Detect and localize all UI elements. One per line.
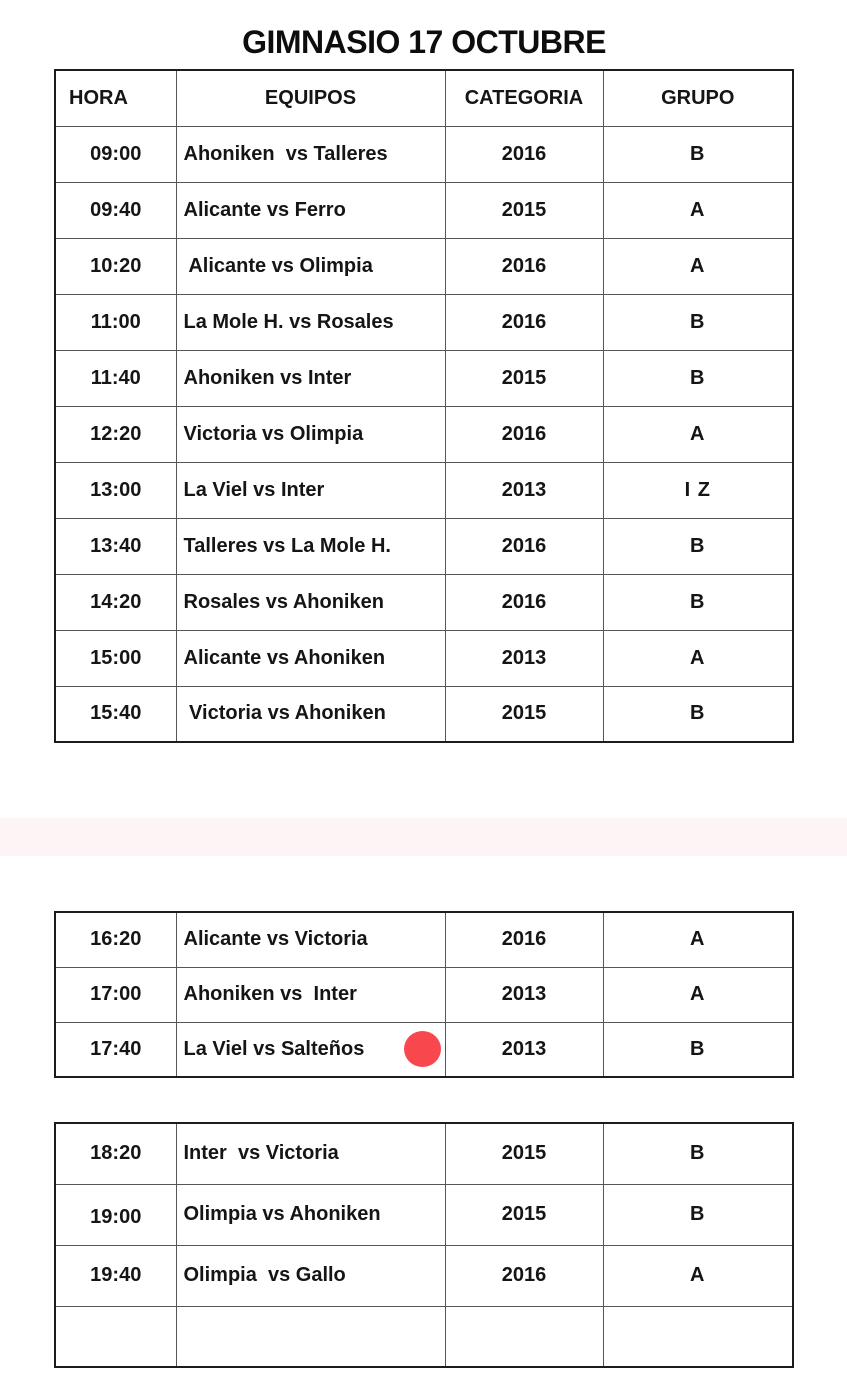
categoria-cell-text: 2015 [501,702,547,725]
hora-cell [55,1184,176,1245]
table-row [55,1123,793,1184]
table-row [55,462,793,518]
equipos-cell-text: Inter vs Victoria [183,1142,339,1165]
grupo-cell-text: A [690,254,706,277]
hora-cell [55,182,176,238]
grupo-cell [603,574,793,630]
column-header-grupo: GRUPO [603,70,793,126]
categoria-cell [445,686,603,742]
table-row [55,1306,793,1367]
categoria-cell-text: 2016 [501,310,547,333]
categoria-cell [445,1184,603,1245]
hora-cell-text: 10:20 [90,254,142,277]
categoria-cell [445,1123,603,1184]
column-header-categoria: CATEGORIA [445,70,603,126]
hora-cell-text: 15:40 [90,702,142,725]
grupo-cell [603,238,793,294]
hora-cell [55,1123,176,1184]
table-row [55,238,793,294]
equipos-cell [176,182,445,238]
grupo-cell-text: I Z [684,478,711,501]
hora-cell-text: 11:00 [90,310,141,333]
grupo-cell-text: B [690,702,706,725]
grupo-cell-text: A [690,1264,706,1286]
equipos-cell [176,1306,445,1367]
equipos-cell [176,462,445,518]
grupo-cell [603,1184,793,1245]
equipos-cell-text: Ahoniken vs Talleres [183,142,388,165]
hora-cell [55,350,176,406]
grupo-cell [603,182,793,238]
table-row [55,518,793,574]
categoria-cell-text: 2015 [501,1142,547,1165]
grupo-cell [603,462,793,518]
table-row [55,1245,793,1306]
equipos-cell [176,1123,445,1184]
hora-cell-text: 14:20 [90,590,142,613]
hora-cell-text: 17:00 [90,983,142,1005]
hora-cell [55,294,176,350]
categoria-cell [445,238,603,294]
categoria-cell-text: 2016 [501,590,547,613]
hora-cell-text: 18:20 [90,1142,142,1165]
categoria-cell [445,912,603,967]
categoria-cell-text: 2013 [501,983,547,1005]
table-row [55,350,793,406]
hora-cell [55,1022,176,1077]
table-row [55,294,793,350]
categoria-cell [445,518,603,574]
table-row [55,1022,793,1077]
grupo-cell-text: A [690,928,706,951]
grupo-cell [603,126,793,182]
hora-cell [55,406,176,462]
equipos-cell [176,574,445,630]
grupo-cell [603,1022,793,1077]
categoria-cell [445,1245,603,1306]
grupo-cell-text: A [690,646,706,669]
equipos-cell-text: Alicante vs Ferro [183,198,346,221]
hora-cell-text: 19:00 [90,1206,142,1228]
equipos-cell [176,1184,445,1245]
page-title: GIMNASIO 17 OCTUBRE [242,24,606,60]
table-row [55,630,793,686]
hora-cell-text: 09:40 [90,198,142,221]
grupo-cell [603,1306,793,1367]
grupo-cell-text: B [690,534,706,557]
separator-band [0,818,847,856]
grupo-cell [603,686,793,742]
grupo-cell [603,967,793,1022]
categoria-cell [445,126,603,182]
column-header-hora: HORA [55,70,176,126]
table-row [55,967,793,1022]
grupo-cell [603,1245,793,1306]
table-row [55,406,793,462]
equipos-cell-text: La Viel vs Salteños [183,1037,365,1060]
categoria-cell [445,350,603,406]
hora-cell-text: 11:40 [90,366,141,389]
equipos-cell-text: Ahoniken vs Inter [183,366,352,389]
categoria-cell [445,406,603,462]
equipos-cell-text: Alicante vs Ahoniken [183,646,386,669]
red-dot-icon [404,1031,441,1067]
categoria-cell [445,1022,603,1077]
equipos-cell [176,967,445,1022]
categoria-cell-text: 2016 [501,928,547,951]
equipos-cell [176,1245,445,1306]
hora-cell-text: 16:20 [90,928,142,951]
equipos-cell [176,294,445,350]
hora-cell-text: 12:20 [90,422,142,445]
grupo-cell-text: B [690,142,706,165]
hora-cell [55,912,176,967]
hora-cell [55,518,176,574]
categoria-cell-text: 2013 [501,646,547,669]
equipos-cell [176,912,445,967]
table-row [55,1184,793,1245]
table-row [55,574,793,630]
hora-cell-text: 15:00 [90,646,142,669]
grupo-cell-text: A [690,983,706,1005]
equipos-cell-text: Alicante vs Victoria [183,928,368,951]
column-header-equipos: EQUIPOS [176,70,445,126]
grupo-cell [603,294,793,350]
hora-cell [55,1306,176,1367]
categoria-cell [445,630,603,686]
hora-cell [55,126,176,182]
categoria-cell-text: 2016 [501,254,547,277]
hora-cell-text: 19:40 [90,1264,142,1286]
hora-cell [55,630,176,686]
equipos-cell-text: La Mole H. vs Rosales [183,310,394,333]
hora-cell-text: 13:40 [90,534,142,557]
equipos-cell [176,238,445,294]
header-row [55,70,793,126]
equipos-cell [176,1022,445,1077]
hora-cell [55,574,176,630]
categoria-cell-text: 2013 [501,1037,547,1060]
equipos-cell [176,406,445,462]
hora-cell [55,238,176,294]
equipos-cell-text: Olimpia vs Ahoniken [183,1203,381,1225]
grupo-cell [603,1123,793,1184]
grupo-cell [603,518,793,574]
categoria-cell [445,967,603,1022]
schedule-table-evening [54,1122,794,1368]
grupo-cell [603,406,793,462]
equipos-cell-text: La Viel vs Inter [183,478,325,501]
grupo-cell-text: B [690,590,706,613]
categoria-cell-text: 2016 [501,534,547,557]
equipos-cell-text: Rosales vs Ahoniken [183,590,384,613]
equipos-cell-text: Alicante vs Olimpia [183,254,373,277]
table-row [55,912,793,967]
categoria-cell-text: 2015 [501,1203,547,1225]
categoria-cell-text: 2016 [501,1264,547,1286]
hora-cell-text: 17:40 [90,1037,142,1060]
categoria-cell-text: 2016 [501,142,547,165]
equipos-cell [176,350,445,406]
grupo-cell-text: B [690,310,706,333]
equipos-cell [176,126,445,182]
hora-cell [55,1245,176,1306]
table-row [55,686,793,742]
hora-cell [55,462,176,518]
categoria-cell [445,294,603,350]
grupo-cell [603,630,793,686]
categoria-cell [445,462,603,518]
equipos-cell [176,630,445,686]
equipos-cell-text: Ahoniken vs Inter [183,983,357,1005]
equipos-cell [176,686,445,742]
categoria-cell [445,1306,603,1367]
equipos-cell-text: Victoria vs Olimpia [183,422,364,445]
grupo-cell [603,912,793,967]
categoria-cell-text: 2015 [501,366,547,389]
categoria-cell-text: 2015 [501,198,547,221]
categoria-cell [445,574,603,630]
schedule-table-morning [54,69,794,743]
equipos-cell [176,518,445,574]
grupo-cell-text: B [690,1203,706,1225]
grupo-cell-text: A [690,198,706,221]
grupo-cell-text: B [690,366,706,389]
grupo-cell-text: A [690,422,706,445]
equipos-cell-text: Talleres vs La Mole H. [183,534,391,557]
grupo-cell-text: B [690,1037,706,1060]
equipos-cell-text: Victoria vs Ahoniken [183,702,386,725]
equipos-cell-text: Olimpia vs Gallo [183,1264,346,1286]
categoria-cell-text: 2016 [501,422,547,445]
hora-cell-text: 13:00 [90,478,142,501]
schedule-table-afternoon [54,911,794,1078]
grupo-cell [603,350,793,406]
hora-cell [55,686,176,742]
grupo-cell-text: B [690,1142,706,1165]
categoria-cell [445,182,603,238]
table-row [55,182,793,238]
categoria-cell-text: 2013 [501,478,547,501]
table-row [55,126,793,182]
hora-cell [55,967,176,1022]
hora-cell-text: 09:00 [90,142,142,165]
